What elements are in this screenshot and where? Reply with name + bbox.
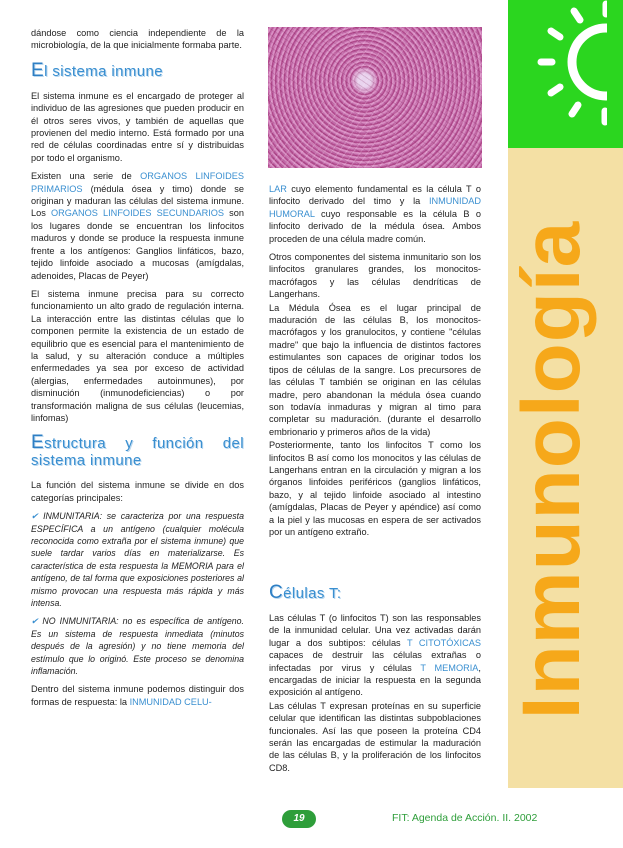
paragraph-definition: El sistema inmune es el encargado de proteger al individuo de las agresiones que pueden producir en él otros seres vivos, y también de aquellas que provienen del medio interno. Está formado por una red de células coordinadas entre sí y distribuidas por todo el organismo.	[31, 90, 244, 163]
sun-logo	[508, 0, 623, 148]
heading-estructura: Estructura y función del sistema inmune	[31, 432, 244, 470]
paragraph-humoral: LAR cuyo elemento fundamental es la célula T o linfocito derivado del timo y la INMUNIDAD HUMORAL cuyo responsable es la célula B o linfocito derivado de la médula ósea. Ambos proceden de una célula madre común.	[269, 184, 481, 244]
bullet-inmunitaria: ✔ INMUNITARIA: se caracteriza por una respuesta ESPECÍFICA a un antígeno (cualquier molécula reconocida como extraña por el sistema inmune) que suele tardar varios días en materializarse. Es característica de esta respuesta la MEMORIA para el antígeno, de tal forma que exposiciones posteriores al mismo provocan una respuesta más rápida y más intensa.	[31, 511, 244, 609]
paragraph-posteriormente: Posteriormente, tanto los linfocitos T como los linfocitos B así como los monocitos y las células de Langerhans entran en la circulación y migran a los órganos linfoides periféricos (ganglios linfáticos, bazo, y al tejido linfoide asociado al intestino (amígdalas, Placas de Peyer y apéndice) así como a la piel y las mucosas en espera de ser activados por un antígeno extraño.	[269, 440, 481, 537]
tissue-micrograph-image	[268, 27, 482, 168]
link-inmunidad-humoral[interactable]: INMUNIDAD HUMORAL	[269, 196, 481, 219]
page-number: 19	[282, 810, 316, 828]
intro-paragraph: dándose como ciencia independiente de la microbiología, de la que inicialmente formaba parte.	[31, 28, 244, 51]
link-organos-primarios[interactable]: ORGANOS LINFOIDES PRIMARIOS	[31, 171, 244, 194]
paragraph-regulation: El sistema inmune precisa para su correcto funcionamiento un alto grado de regulación interna. La interacción entre las distintas células que lo componen permite la existencia de un estado de equilibrio que es esencial para el mantenimiento de la salud, y su alteración conduce a múltiples enfermedades ya sea por exceso de actividad (alergias, enfermedades autoinmunes), por disminución (inmunodeficiencias) o por transformación maligna de sus células (leucemias, linfomas)	[31, 288, 244, 423]
link-t-citotoxicas[interactable]: T CITOTÓXICAS	[406, 637, 482, 648]
check-icon: ✔	[31, 616, 39, 627]
footer-publication: FIT: Agenda de Acción. II. 2002	[392, 812, 538, 824]
sun-icon	[508, 0, 623, 148]
check-icon: ✔	[31, 511, 39, 522]
side-banner	[508, 0, 623, 848]
link-organos-secundarios[interactable]: ORGANOS LINFOIDES SECUNDARIOS	[50, 208, 225, 219]
link-t-memoria[interactable]: T MEMORIA	[420, 662, 479, 673]
section-title-vertical: Inmunología	[506, 220, 597, 720]
paragraph-celulas-t: Las células T (o linfocitos T) son las responsables de la inmunidad celular. Una vez activadas darán lugar a dos subtipos: células T CITOTÓXICAS capaces de destruir las células extrañas o infectadas por virus y células T MEMORIA, encargadas de iniciar la respuesta en la segunda exposición al antígeno.	[269, 613, 482, 698]
heading-celulas-t: Células T:	[269, 582, 342, 603]
paragraph-organs: Existen una serie de ORGANOS LINFOIDES PRIMARIOS (médula ósea y timo) donde se originan y maduran las células del sistema inmune. Los ORGANOS LINFOIDES SECUNDARIOS son los lugares donde se encuentran los linfocitos maduros y donde se produce la respuesta inmune frente a los antígenos: Ganglios linfáticos, bazo, tejido linfoide asociado a mucosas (amígdalas, adenoides, Placas de Peyer)	[31, 171, 244, 281]
celulas-t-section	[269, 574, 481, 780]
paragraph-components: Otros componentes del sistema inmunitario son los linfocitos granulares grandes, los monocitos-macrófagos y las células dendríticas de Langerhans.	[269, 252, 481, 300]
middle-column	[269, 183, 481, 544]
paragraph-medula: La Médula Ósea es el lugar principal de maduración de las células B, los monocitos-macrófagos y los granulocitos, y contiene "células madre" que bajo la influencia de distintos factores estimulantes son capaces de originar todos los tipos de células de la sangre. Los precursores de las células T también se originan en las células madre, pero abandonan la médula ósea cuando son todavía inmaduras y migran al timo para completar su maduración. (durante el desarrollo embrionario y primeros años de la vida)	[269, 302, 481, 437]
link-inmunidad-celular[interactable]: INMUNIDAD CELU-	[129, 696, 212, 707]
bullet-no-inmunitaria: ✔ NO INMUNITARIA: no es específica de antígeno. Es un sistema de respuesta inmediata (minutos después de la agresión) y no tiene memoria del estímulo que lo originó. Este proceso se denomina inflamación.	[31, 616, 244, 677]
left-column	[31, 27, 244, 714]
paragraph-response-forms: Dentro del sistema inmune podemos distinguir dos formas de respuesta: la INMUNIDAD CELU-	[31, 684, 244, 707]
link-lar[interactable]: LAR	[269, 184, 287, 194]
paragraph-proteinas: Las células T expresan proteínas en su superficie celular que identifican las distintas subpoblaciones funcionales. Así las que poseen la proteína CD4 serán las encargadas de estimular la maduración de las células B, y la proliferación de los linfocitos CD8.	[269, 700, 481, 773]
heading-sistema-inmune: El sistema inmune	[31, 59, 164, 81]
paragraph-categories: La función del sistema inmune se divide en dos categorías principales:	[31, 480, 244, 503]
